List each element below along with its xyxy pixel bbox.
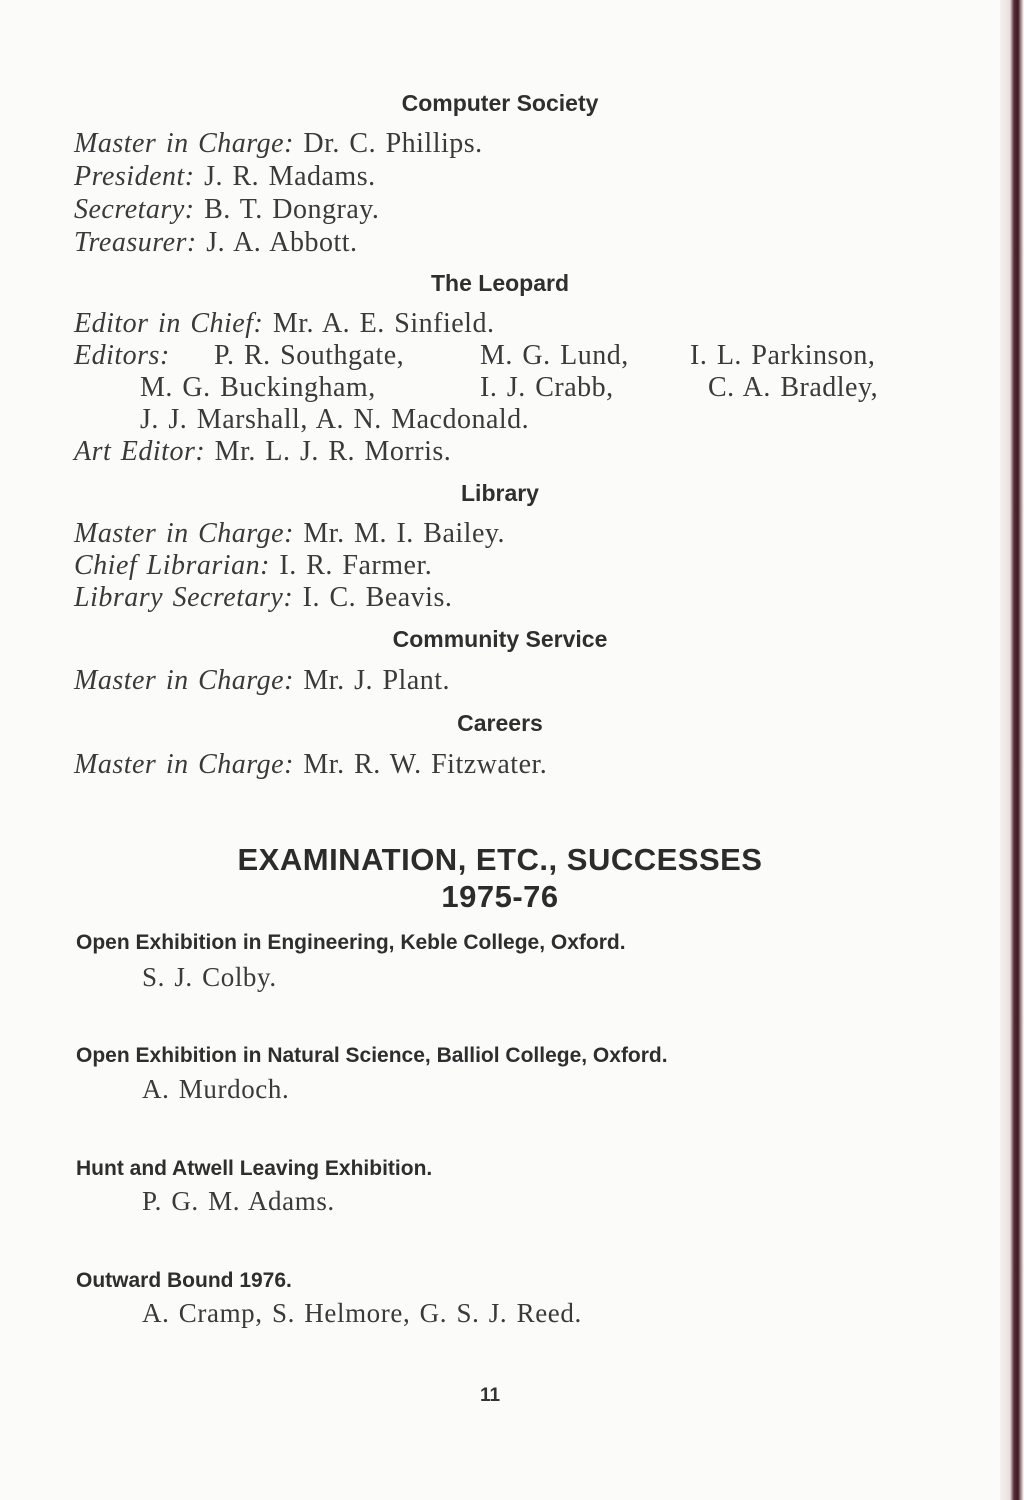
library-secretary-label: Library Secretary:: [74, 582, 294, 613]
community-master-label: Master in Charge:: [74, 665, 294, 696]
editor-name: P. R. Southgate,: [214, 340, 405, 371]
cs-treasurer-label: Treasurer:: [74, 227, 197, 258]
cs-treasurer-value: J. A. Abbott.: [206, 227, 358, 258]
cs-secretary-row: [74, 194, 379, 226]
community-master-value: Mr. J. Plant.: [303, 665, 451, 696]
editor-name: M. G. Buckingham,: [140, 372, 376, 403]
library-chief-row: [74, 550, 432, 582]
editors-label: Editors:: [74, 340, 170, 371]
cs-secretary-label: Secretary:: [74, 194, 195, 225]
cs-master-label: Master in Charge:: [74, 128, 294, 159]
library-master-label: Master in Charge:: [74, 518, 294, 549]
award-recipients: P. G. M. Adams.: [142, 1186, 335, 1216]
community-master-row: [74, 665, 450, 697]
editor-name: M. G. Lund,: [480, 340, 629, 371]
careers-master-row: [74, 749, 547, 781]
editor-name: I. L. Parkinson,: [690, 340, 876, 371]
art-editor-value: Mr. L. J. R. Morris.: [214, 436, 452, 467]
cs-master-row: [74, 128, 483, 160]
award-recipients: S. J. Colby.: [142, 962, 277, 992]
cs-treasurer-row: [74, 227, 358, 259]
award-title: Open Exhibition in Engineering, Keble College, Oxford.: [76, 931, 626, 954]
careers-master-label: Master in Charge:: [74, 749, 294, 780]
award-title: Outward Bound 1976.: [76, 1269, 292, 1292]
award-recipients: A. Murdoch.: [142, 1074, 290, 1104]
leopard-editors-row-1: [74, 340, 924, 372]
award-recipients: A. Cramp, S. Helmore, G. S. J. Reed.: [142, 1298, 582, 1328]
leopard-art-editor-row: [74, 436, 451, 468]
editor-in-chief-value: Mr. A. E. Sinfield.: [272, 308, 495, 339]
library-heading: Library: [461, 480, 539, 506]
cs-president-value: J. R. Madams.: [204, 161, 376, 192]
computer-society-heading: Computer Society: [401, 90, 599, 116]
chief-librarian-label: Chief Librarian:: [74, 550, 270, 581]
library-master-value: Mr. M. I. Bailey.: [303, 518, 506, 549]
award-title: Open Exhibition in Natural Science, Balliol College, Oxford.: [76, 1044, 668, 1067]
successes-year: 1975-76: [441, 879, 559, 914]
page-number: 11: [479, 1385, 501, 1406]
editor-name: I. J. Crabb,: [480, 372, 614, 403]
leopard-editor-in-chief-row: [74, 308, 494, 340]
library-secretary-row: [74, 582, 452, 614]
careers-heading: Careers: [457, 710, 543, 736]
award-title: Hunt and Atwell Leaving Exhibition.: [76, 1157, 433, 1180]
careers-master-value: Mr. R. W. Fitzwater.: [303, 749, 548, 780]
library-secretary-value: I. C. Beavis.: [302, 582, 453, 613]
cs-president-label: President:: [74, 161, 195, 192]
successes-title: EXAMINATION, ETC., SUCCESSES: [237, 842, 763, 877]
cs-secretary-value: B. T. Dongray.: [204, 194, 380, 225]
chief-librarian-value: I. R. Farmer.: [279, 550, 433, 581]
leopard-heading: The Leopard: [430, 270, 569, 296]
cs-president-row: [74, 161, 376, 193]
editor-name: C. A. Bradley,: [708, 372, 879, 403]
leopard-editors-row-3: J. J. Marshall, A. N. Macdonald.: [140, 404, 530, 435]
library-master-row: [74, 518, 505, 550]
cs-master-value: Dr. C. Phillips.: [303, 128, 483, 159]
page-edge: [1000, 0, 1024, 1500]
editor-in-chief-label: Editor in Chief:: [74, 308, 264, 339]
art-editor-label: Art Editor:: [74, 436, 206, 467]
community-service-heading: Community Service: [392, 626, 608, 652]
